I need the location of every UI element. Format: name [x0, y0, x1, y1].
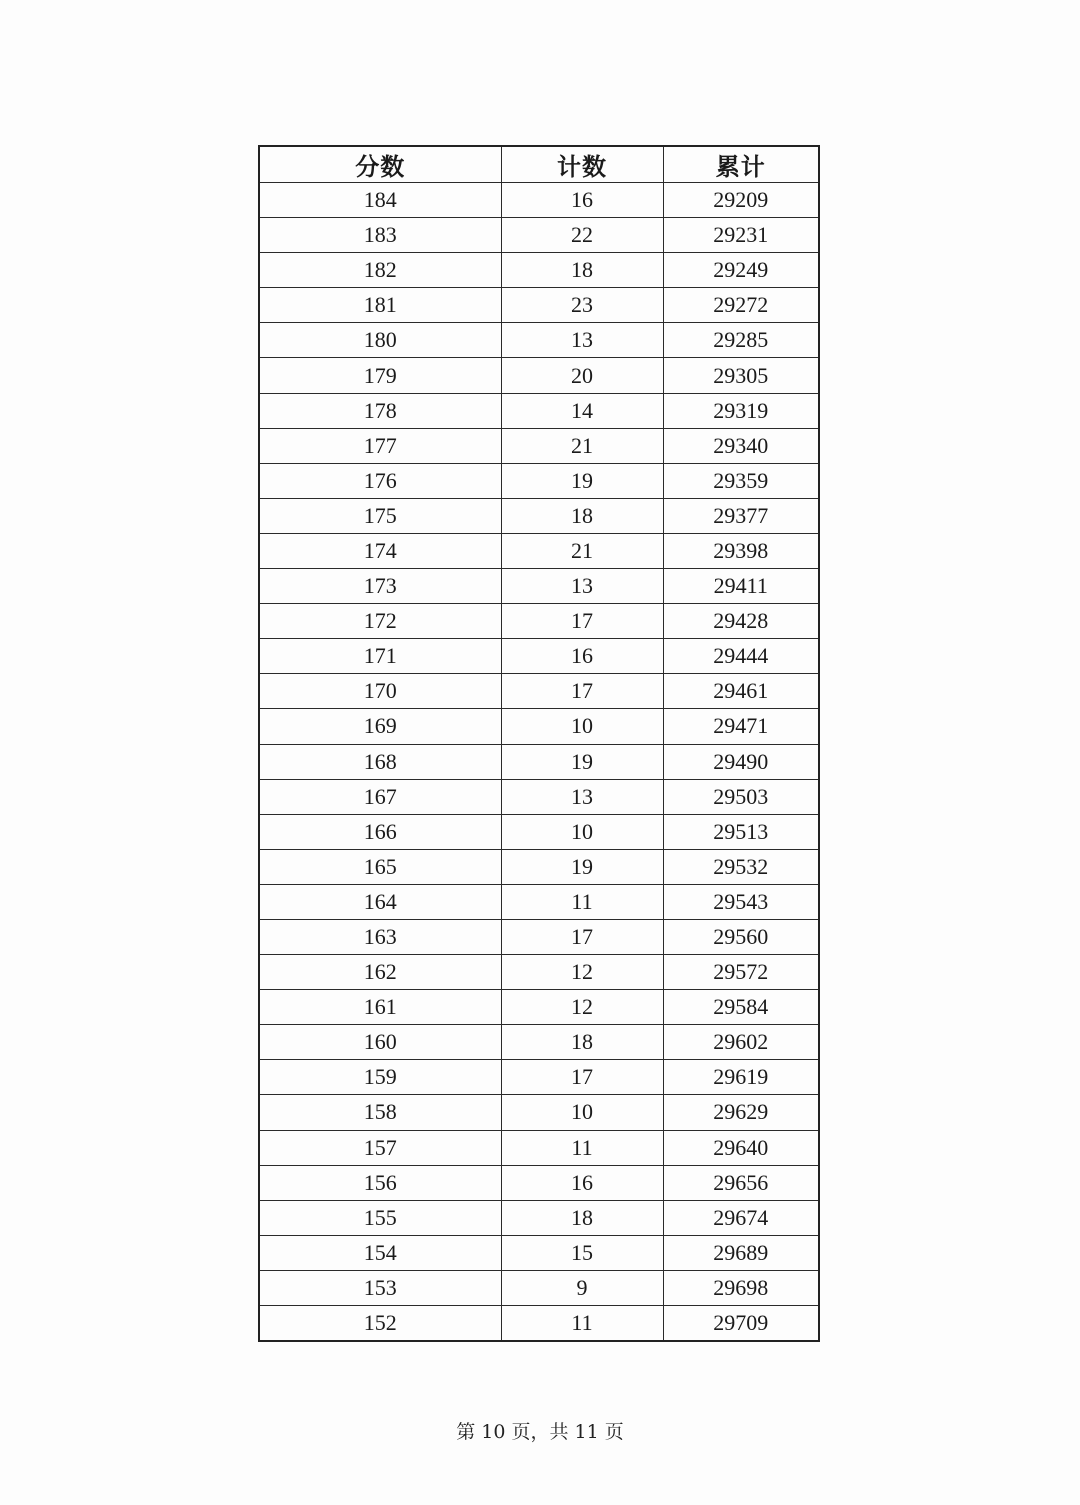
- score-cell: 162: [259, 955, 501, 990]
- table-row: [259, 183, 819, 218]
- score-cell: 170: [259, 674, 501, 709]
- table-row: [259, 569, 819, 604]
- count-cell: 18: [501, 498, 663, 533]
- score-cell: 165: [259, 849, 501, 884]
- table-row: [259, 1130, 819, 1165]
- score-cell: 163: [259, 919, 501, 954]
- table-row: [259, 990, 819, 1025]
- cumulative-cell: 29572: [663, 955, 819, 990]
- header-cumulative: 累计: [663, 146, 819, 183]
- count-cell: 23: [501, 288, 663, 323]
- score-cell: 183: [259, 218, 501, 253]
- score-cell: 155: [259, 1200, 501, 1235]
- count-cell: 19: [501, 744, 663, 779]
- cumulative-cell: 29503: [663, 779, 819, 814]
- count-cell: 18: [501, 253, 663, 288]
- score-cell: 166: [259, 814, 501, 849]
- cumulative-cell: 29272: [663, 288, 819, 323]
- cumulative-cell: 29560: [663, 919, 819, 954]
- table-row: [259, 884, 819, 919]
- count-cell: 9: [501, 1270, 663, 1305]
- score-cell: 167: [259, 779, 501, 814]
- score-cell: 180: [259, 323, 501, 358]
- score-cell: 154: [259, 1235, 501, 1270]
- score-cell: 152: [259, 1306, 501, 1342]
- count-cell: 10: [501, 814, 663, 849]
- count-cell: 12: [501, 955, 663, 990]
- count-cell: 13: [501, 323, 663, 358]
- cumulative-cell: 29689: [663, 1235, 819, 1270]
- table-row: [259, 393, 819, 428]
- table-row: [259, 358, 819, 393]
- cumulative-cell: 29398: [663, 533, 819, 568]
- table-row: [259, 849, 819, 884]
- cumulative-cell: 29377: [663, 498, 819, 533]
- score-cell: 173: [259, 569, 501, 604]
- table-row: [259, 218, 819, 253]
- count-cell: 17: [501, 919, 663, 954]
- header-score: 分数: [259, 146, 501, 183]
- table-row: [259, 533, 819, 568]
- page-footer: 第 10 页，共 11 页: [456, 1421, 624, 1443]
- score-cell: 171: [259, 639, 501, 674]
- cumulative-cell: 29602: [663, 1025, 819, 1060]
- score-cell: 178: [259, 393, 501, 428]
- table-row: [259, 814, 819, 849]
- header-row: [259, 146, 819, 183]
- table-header: [259, 146, 819, 183]
- count-cell: 21: [501, 533, 663, 568]
- score-cell: 179: [259, 358, 501, 393]
- score-cell: 159: [259, 1060, 501, 1095]
- count-cell: 18: [501, 1025, 663, 1060]
- cumulative-cell: 29490: [663, 744, 819, 779]
- table-row: [259, 253, 819, 288]
- score-cell: 175: [259, 498, 501, 533]
- cumulative-cell: 29285: [663, 323, 819, 358]
- cumulative-cell: 29471: [663, 709, 819, 744]
- count-cell: 22: [501, 218, 663, 253]
- count-cell: 13: [501, 569, 663, 604]
- count-cell: 17: [501, 604, 663, 639]
- cumulative-cell: 29698: [663, 1270, 819, 1305]
- count-cell: 16: [501, 1165, 663, 1200]
- score-cell: 157: [259, 1130, 501, 1165]
- score-cell: 174: [259, 533, 501, 568]
- cumulative-cell: 29629: [663, 1095, 819, 1130]
- cumulative-cell: 29319: [663, 393, 819, 428]
- cumulative-cell: 29619: [663, 1060, 819, 1095]
- table-row: [259, 428, 819, 463]
- count-cell: 12: [501, 990, 663, 1025]
- count-cell: 21: [501, 428, 663, 463]
- table-row: [259, 779, 819, 814]
- score-cell: 156: [259, 1165, 501, 1200]
- cumulative-cell: 29513: [663, 814, 819, 849]
- table-row: [259, 744, 819, 779]
- score-cell: 160: [259, 1025, 501, 1060]
- table-body: [259, 183, 819, 1342]
- header-count: 计数: [501, 146, 663, 183]
- cumulative-cell: 29640: [663, 1130, 819, 1165]
- cumulative-cell: 29359: [663, 463, 819, 498]
- table-row: [259, 1025, 819, 1060]
- table-row: [259, 955, 819, 990]
- score-cell: 161: [259, 990, 501, 1025]
- table-row: [259, 1235, 819, 1270]
- score-distribution-table: [258, 145, 820, 1342]
- count-cell: 11: [501, 884, 663, 919]
- count-cell: 11: [501, 1130, 663, 1165]
- cumulative-cell: 29249: [663, 253, 819, 288]
- cumulative-cell: 29444: [663, 639, 819, 674]
- cumulative-cell: 29532: [663, 849, 819, 884]
- table-row: [259, 604, 819, 639]
- score-cell: 172: [259, 604, 501, 639]
- count-cell: 18: [501, 1200, 663, 1235]
- score-cell: 176: [259, 463, 501, 498]
- score-cell: 169: [259, 709, 501, 744]
- table-row: [259, 323, 819, 358]
- cumulative-cell: 29543: [663, 884, 819, 919]
- count-cell: 10: [501, 1095, 663, 1130]
- count-cell: 16: [501, 639, 663, 674]
- cumulative-cell: 29428: [663, 604, 819, 639]
- count-cell: 19: [501, 849, 663, 884]
- score-cell: 184: [259, 183, 501, 218]
- table-row: [259, 1095, 819, 1130]
- cumulative-cell: 29709: [663, 1306, 819, 1342]
- table-row: [259, 1200, 819, 1235]
- table-row: [259, 919, 819, 954]
- table-row: [259, 1165, 819, 1200]
- cumulative-cell: 29584: [663, 990, 819, 1025]
- cumulative-cell: 29305: [663, 358, 819, 393]
- score-cell: 168: [259, 744, 501, 779]
- count-cell: 14: [501, 393, 663, 428]
- cumulative-cell: 29209: [663, 183, 819, 218]
- table-row: [259, 1060, 819, 1095]
- count-cell: 10: [501, 709, 663, 744]
- score-cell: 153: [259, 1270, 501, 1305]
- table-row: [259, 498, 819, 533]
- score-cell: 177: [259, 428, 501, 463]
- table-row: [259, 288, 819, 323]
- cumulative-cell: 29411: [663, 569, 819, 604]
- count-cell: 11: [501, 1306, 663, 1342]
- cumulative-cell: 29461: [663, 674, 819, 709]
- count-cell: 15: [501, 1235, 663, 1270]
- table-row: [259, 1306, 819, 1342]
- score-cell: 164: [259, 884, 501, 919]
- table-row: [259, 674, 819, 709]
- count-cell: 13: [501, 779, 663, 814]
- count-cell: 19: [501, 463, 663, 498]
- score-cell: 181: [259, 288, 501, 323]
- table-row: [259, 709, 819, 744]
- count-cell: 20: [501, 358, 663, 393]
- cumulative-cell: 29231: [663, 218, 819, 253]
- count-cell: 16: [501, 183, 663, 218]
- table-row: [259, 463, 819, 498]
- count-cell: 17: [501, 1060, 663, 1095]
- table-row: [259, 1270, 819, 1305]
- cumulative-cell: 29674: [663, 1200, 819, 1235]
- score-cell: 158: [259, 1095, 501, 1130]
- score-cell: 182: [259, 253, 501, 288]
- table-row: [259, 639, 819, 674]
- cumulative-cell: 29340: [663, 428, 819, 463]
- cumulative-cell: 29656: [663, 1165, 819, 1200]
- count-cell: 17: [501, 674, 663, 709]
